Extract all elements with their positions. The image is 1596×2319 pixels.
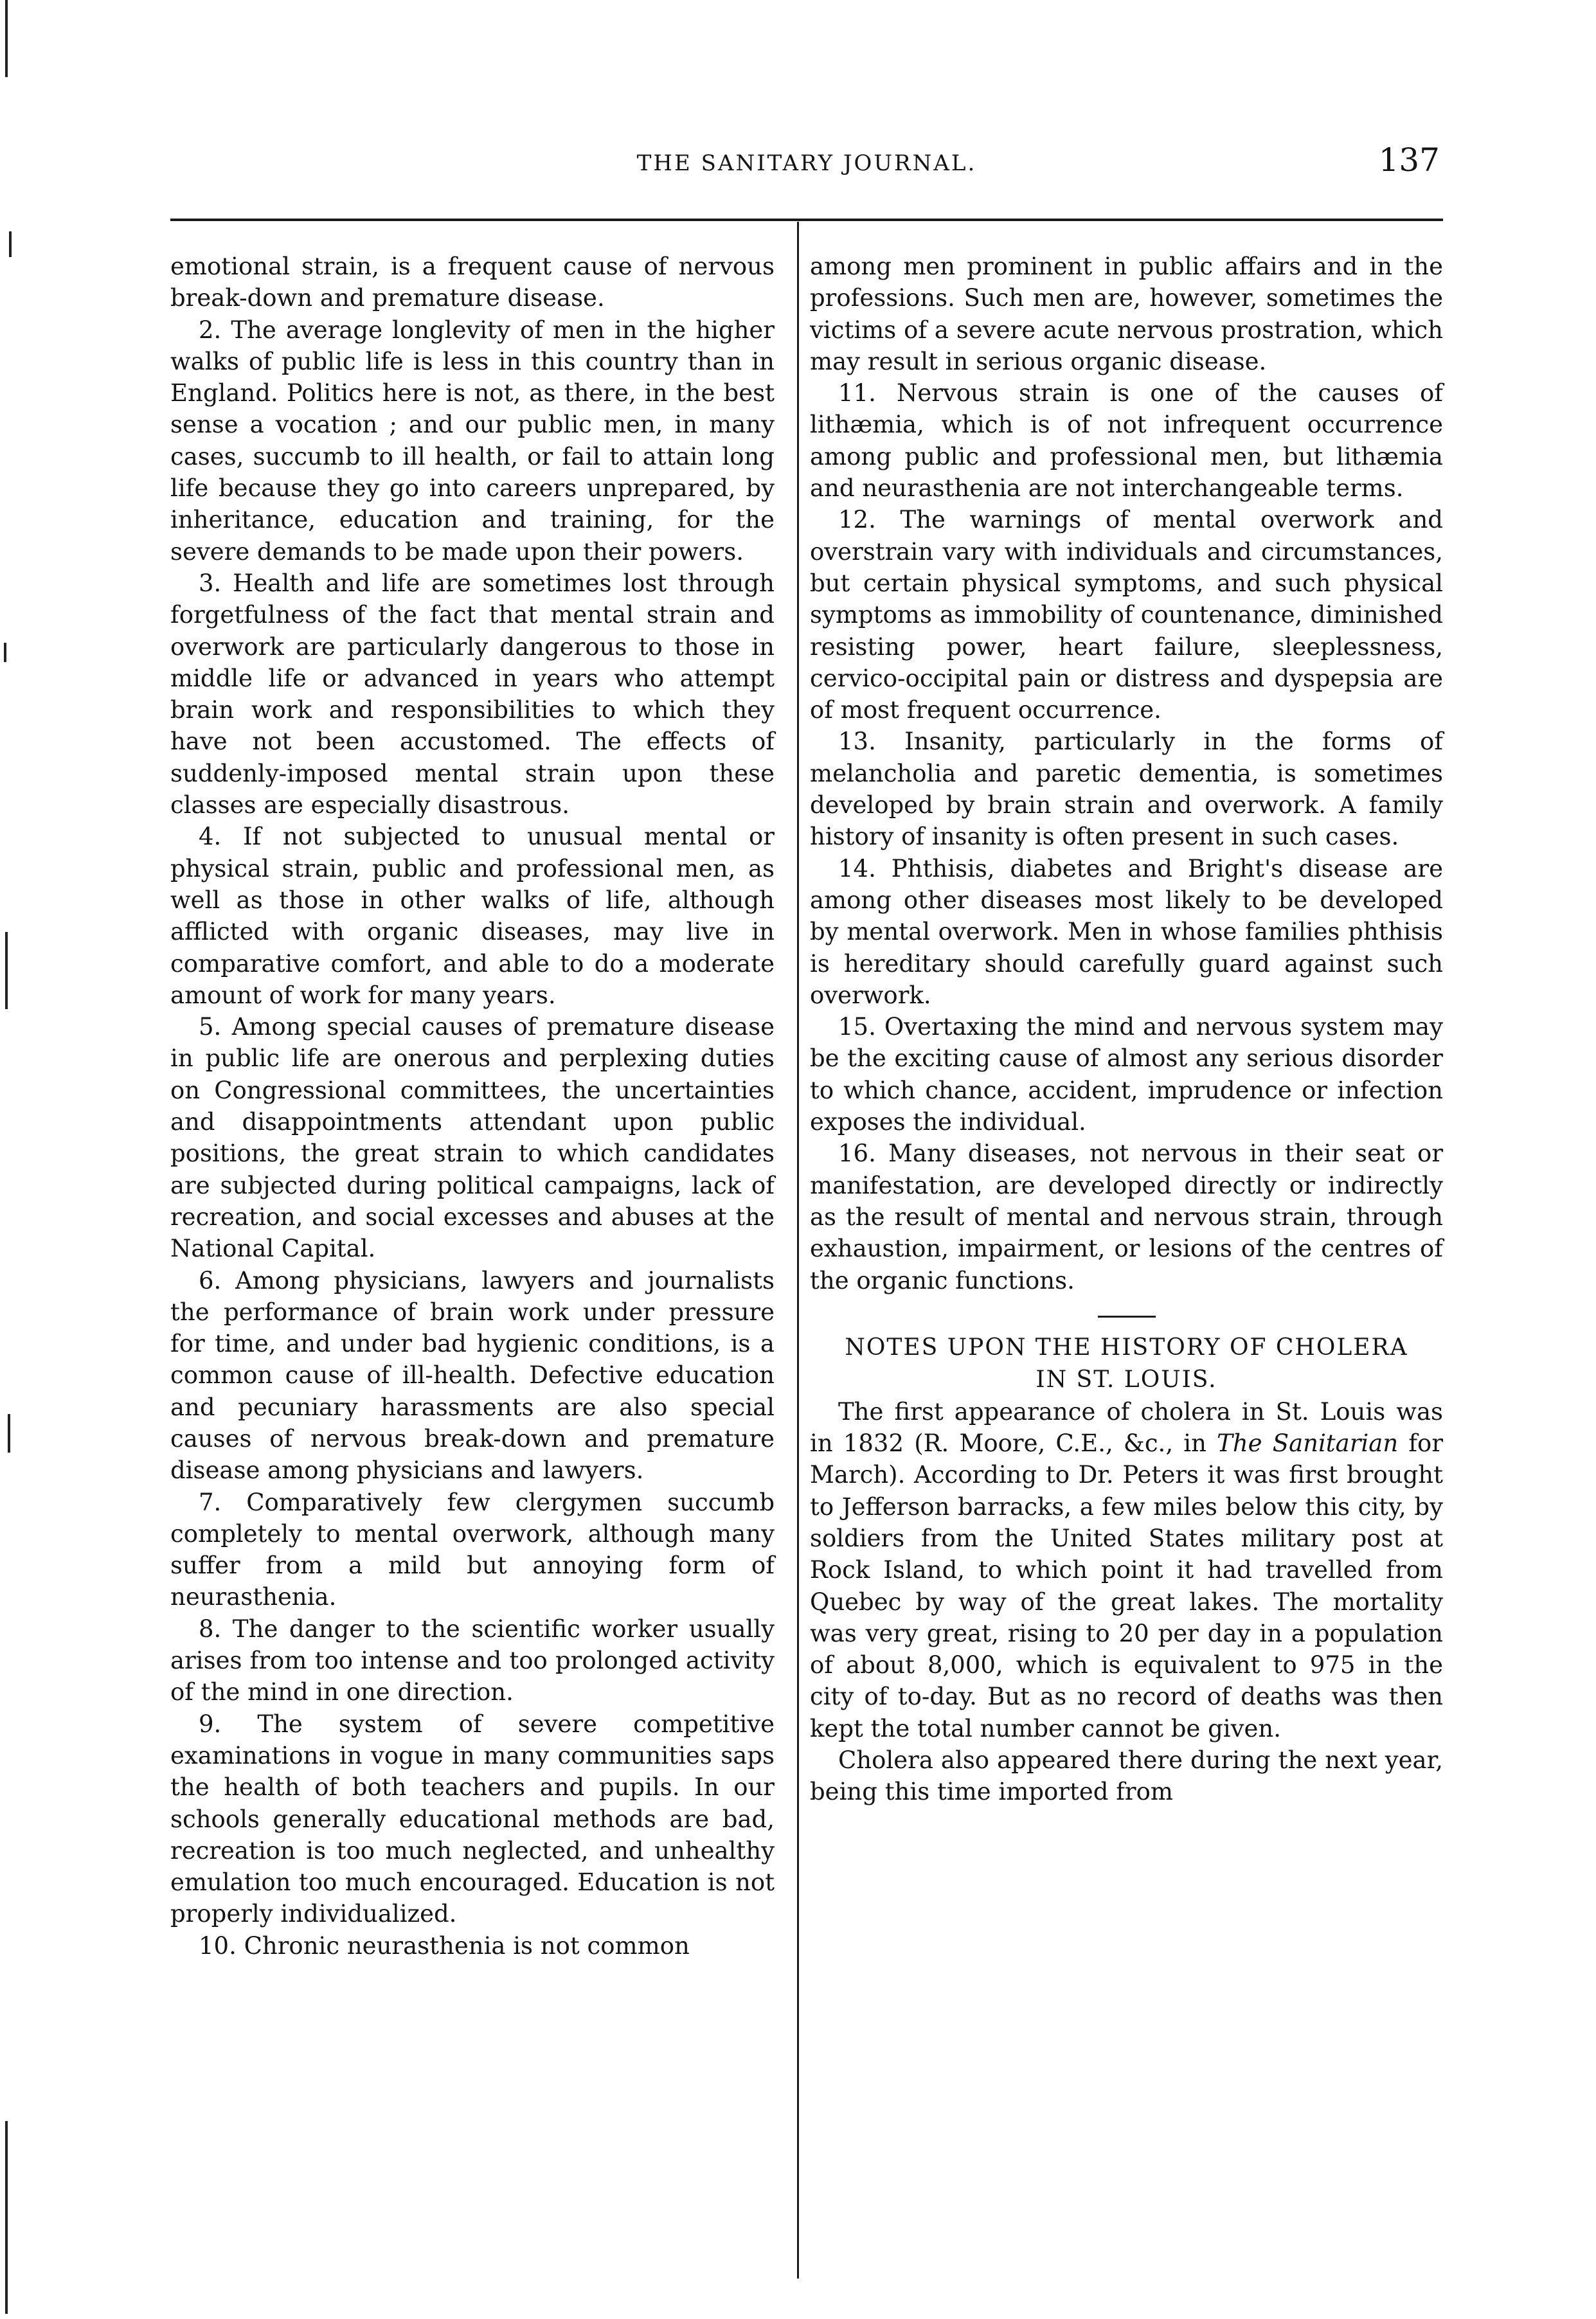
left-column — [170, 251, 775, 1962]
paragraph-5: 5. Among special causes of premature disease in public life are onerous and perplexing duties on Congressional committees, the uncertainties and disappointments attendant upon public positions, the great strain to which candidates are subjected during political campaigns, lack of recreation, and social excesses and abuses at the National Capital. — [170, 1013, 775, 1263]
paragraph-10-continued: among men prominent in public affairs and in the professions. Such men are, however, sometimes the victims of a severe acute nervous prostration, which may result in serious organic disease. — [810, 253, 1443, 375]
running-title: THE SANITARY JOURNAL. — [636, 150, 977, 176]
section-separator — [1098, 1316, 1156, 1318]
column-divider — [797, 222, 799, 2279]
page-header — [161, 141, 1453, 193]
paragraph-11: 11. Nervous strain is one of the causes of lithæmia, which is of not infrequent occurrence among public and professional men, but lithæmia and neurasthenia are not interchangeable terms. — [810, 379, 1443, 503]
section-heading-line-1: NOTES UPON THE HISTORY OF CHOLERA — [845, 1334, 1408, 1361]
cholera-paragraph-2: Cholera also appeared there during the next year, being this time imported from — [810, 1746, 1443, 1806]
paragraph-10: 10. Chronic neurasthenia is not common — [199, 1931, 690, 1960]
paragraph-14: 14. Phthisis, diabetes and Bright's disease are among other diseases most likely to be developed by mental overwork. Men in whose families phthisis is hereditary should carefully guard against such overwork. — [810, 854, 1443, 1009]
section-heading-line-2: IN ST. LOUIS. — [1036, 1366, 1217, 1393]
paragraph-15: 15. Overtaxing the mind and nervous system may be the exciting cause of almost any serious disorder to which chance, accident, imprudence or infection exposes the individual. — [810, 1013, 1443, 1136]
paragraph-13: 13. Insanity, particularly in the forms of melancholia and paretic dementia, is sometimes developed by brain strain and overwork. A family history of insanity is often present in such cases. — [810, 728, 1443, 851]
paragraph-16: 16. Many diseases, not nervous in their seat or manifestation, are developed directly or indirectly as the result of mental and nervous strain, through exhaustion, impairment, or lesions of the centres of the organic functions. — [810, 1140, 1443, 1294]
paragraph-2: 2. The average longlevity of men in the higher walks of public life is less in this country than in England. Politics here is not, as there, in the best sense a vocation ; and our public men, in many cases, succumb to ill health, or fail to attain long life because they go into careers unprepared, by inheritance, education and training, for the severe demands to be made upon their powers. — [170, 316, 775, 566]
paragraph-6: 6. Among physicians, lawyers and journalists the performance of brain work under pressure for time, and under bad hygienic conditions, is a common cause of ill-health. Defective education and pecuniary harassments are also special causes of nervous break-down and premature disease among physicians and lawyers. — [170, 1266, 775, 1485]
paragraph-7: 7. Comparatively few clergymen succumb completely to mental overwork, although many suffer from a mild but annoying form of neurasthenia. — [170, 1488, 775, 1611]
cholera-paragraph-1 — [810, 1396, 1443, 1744]
section-heading — [810, 1332, 1443, 1396]
cholera-text-a: The first appearance of cholera in St. Louis was in 1832 (R. Moore, C.E., &c., in — [810, 1397, 1443, 1458]
right-column — [810, 251, 1443, 1808]
paragraph-4: 4. If not subjected to unusual mental or physical strain, public and professional men, as well as those in other walks of life, although afflicted with organic diseases, may live in comparative comfort, and able to do a moderate amount of work for many years. — [170, 823, 775, 1009]
paragraph-continued: emotional strain, is a frequent cause of nervous break-down and premature disease. — [170, 253, 775, 312]
header-rule — [170, 219, 1443, 221]
cholera-text-b: for March). According to Dr. Peters it was first brought to Jefferson barracks, a few miles below this city, by soldiers from the United States military post at Rock Island, to which point it had travelled from Quebec by way of the great lakes. The mortality was very great, rising to 20 per day in a population of about 8,000, which is equivalent to 975 in the city of to-day. But as no record of deaths was then kept the total number cannot be given. — [810, 1429, 1444, 1742]
scan-edge-marks — [0, 0, 26, 2319]
publication-title: The Sanitarian — [1217, 1429, 1399, 1458]
paragraph-8: 8. The danger to the scientific worker usually arises from too intense and too prolonged activity of the mind in one direction. — [170, 1615, 775, 1706]
paragraph-12: 12. The warnings of mental overwork and overstrain vary with individuals and circumstances, but certain physical symptoms, and such physical symptoms as immobility of countenance, diminished resisting power, heart failure, sleeplessness, cervico-occipital pain or distress and dyspepsia are of most frequent occurrence. — [810, 506, 1443, 724]
page-number: 137 — [1378, 141, 1440, 179]
paragraph-9: 9. The system of severe competitive examinations in vogue in many communities saps the health of both teachers and pupils. In our schools generally educational methods are bad, recreation is too much neglected, and unhealthy emulation too much encouraged. Education is not properly individualized. — [170, 1710, 775, 1928]
paragraph-3: 3. Health and life are sometimes lost through forgetfulness of the fact that mental strain and overwork are particularly dangerous to those in middle life or advanced in years who attempt brain work and responsibilities to which they have not been accustomed. The effects of suddenly-imposed mental strain upon these classes are especially disastrous. — [170, 569, 775, 819]
